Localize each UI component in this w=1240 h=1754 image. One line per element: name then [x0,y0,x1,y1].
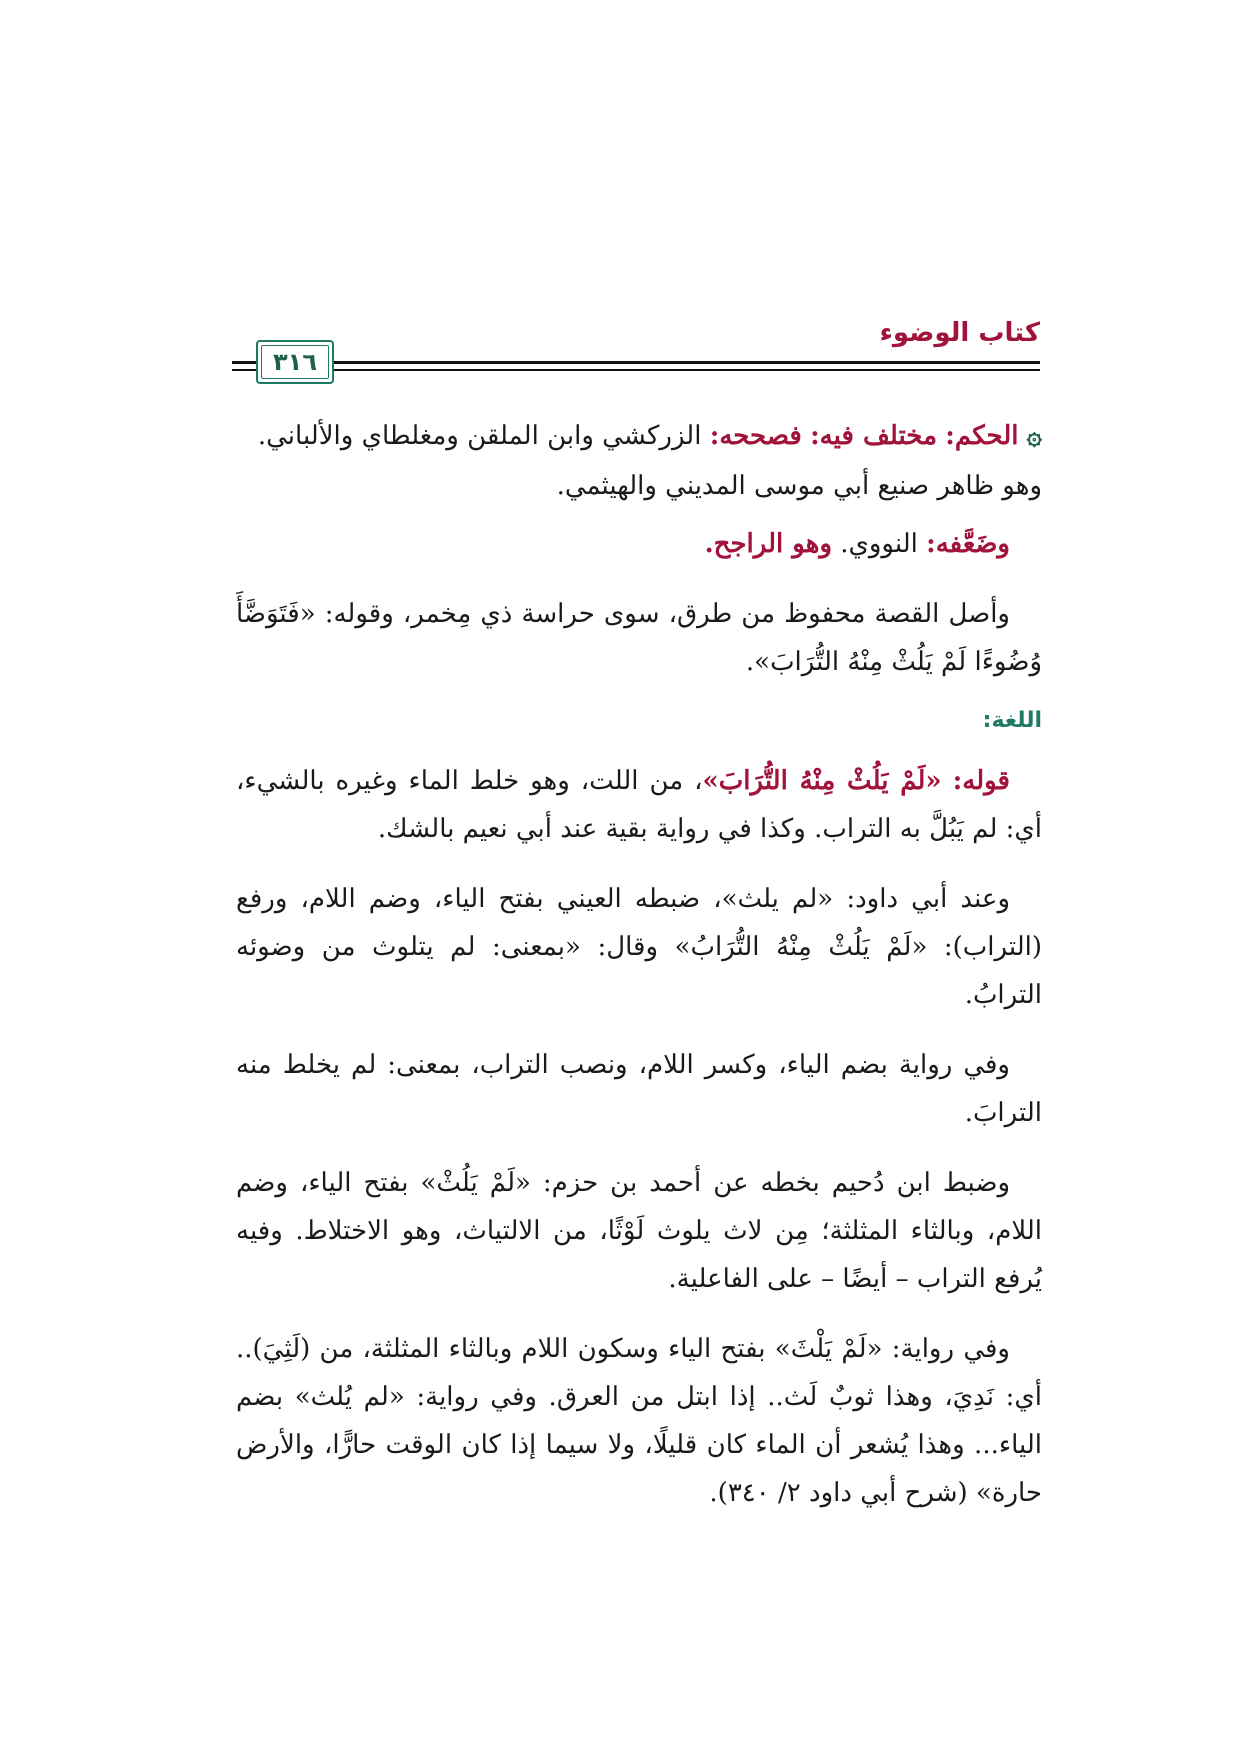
rajih-text: وهو الراجح. [704,529,832,559]
lugha-title: اللغة: [982,708,1042,733]
lugha-p1-text: ، من اللت، وهو خلط الماء وغيره بالشيء، أي: لم يَبُلَّ به التراب. وكذا في رواية بقية عند أبي نعيم بالشك. [236,766,1042,844]
asl-paragraph: وأصل القصة محفوظ من طرق، سوى حراسة ذي مِخمر، وقوله: «فَتَوَضَّأَ وُضُوءًا لَمْ يَلُثْ مِنْهُ التُّرَابَ». [236,599,1042,677]
lugha-paragraph-3: وفي رواية بضم الياء، وكسر اللام، ونصب التراب، بمعنى: لم يخلط منه الترابَ. [236,1050,1042,1128]
page-number-frame [256,340,334,384]
header-rule-bottom [232,369,1040,371]
page-body [236,412,1042,1539]
qawluhu-quote: «لَمْ يَلُثْ مِنْهُ التُّرَابَ» [702,766,942,796]
running-title: كتاب الوضوء [879,318,1040,348]
hukm-paragraph [236,412,1042,460]
lugha-paragraph-1 [236,757,1042,853]
lugha-paragraph-5: وفي رواية: «لَمْ يَلْثَ» بفتح الياء وسكون اللام وبالثاء المثلثة، من (لَثِيَ).. أي: نَدِيَ، وهذا ثوبٌ لَث.. إذا ابتل من العرق. وفي رواية: «لم يُلث» بضم الياء... وهذا يُشعر أن الماء كان قليلًا، ولا سيما إذا كان الوقت حارًّا، والأرض حارة» (شرح أبي داود ٢/ ٣٤٠). [236,1334,1042,1508]
lugha-paragraph-4: وضبط ابن دُحيم بخطه عن أحمد بن حزم: «لَمْ يَلُثْ» بفتح الياء، وضم اللام، وبالثاء المثلثة؛ مِن لاث يلوث لَوْثًا، من الالتياث، وهو الاختلاط. وفيه يُرفع التراب – أيضًا – على الفاعلية. [236,1168,1042,1294]
sahhah-label: فصححه: [709,421,802,451]
page-header [232,318,1040,392]
daafahu-label: وضَعَّفه: [926,529,1010,559]
hukm-label: الحكم: [945,421,1019,451]
daafahu-paragraph [236,520,1042,568]
sahhah-text: الزركشي وابن الملقن ومغلطاي والألباني. [257,421,702,451]
hukm-line2: وهو ظاهر صنيع أبي موسى المديني والهيثمي. [556,471,1042,501]
flower-icon: ۞ [1026,421,1042,451]
qawluhu-label: قوله: [952,766,1010,796]
header-rule-top [232,361,1040,364]
hukm-status: مختلف فيه: [810,421,938,451]
lugha-paragraph-2: وعند أبي داود: «لم يلث»، ضبطه العيني بفتح الياء، وضم اللام، ورفع (التراب): «لَمْ يَلُثْ مِنْهُ التُّرَابُ» وقال: «بمعنى: لم يتلوث من وضوئه الترابُ. [236,884,1042,1010]
page-number: ٣١٦ [273,348,317,376]
daafahu-text: النووي. [840,529,918,559]
